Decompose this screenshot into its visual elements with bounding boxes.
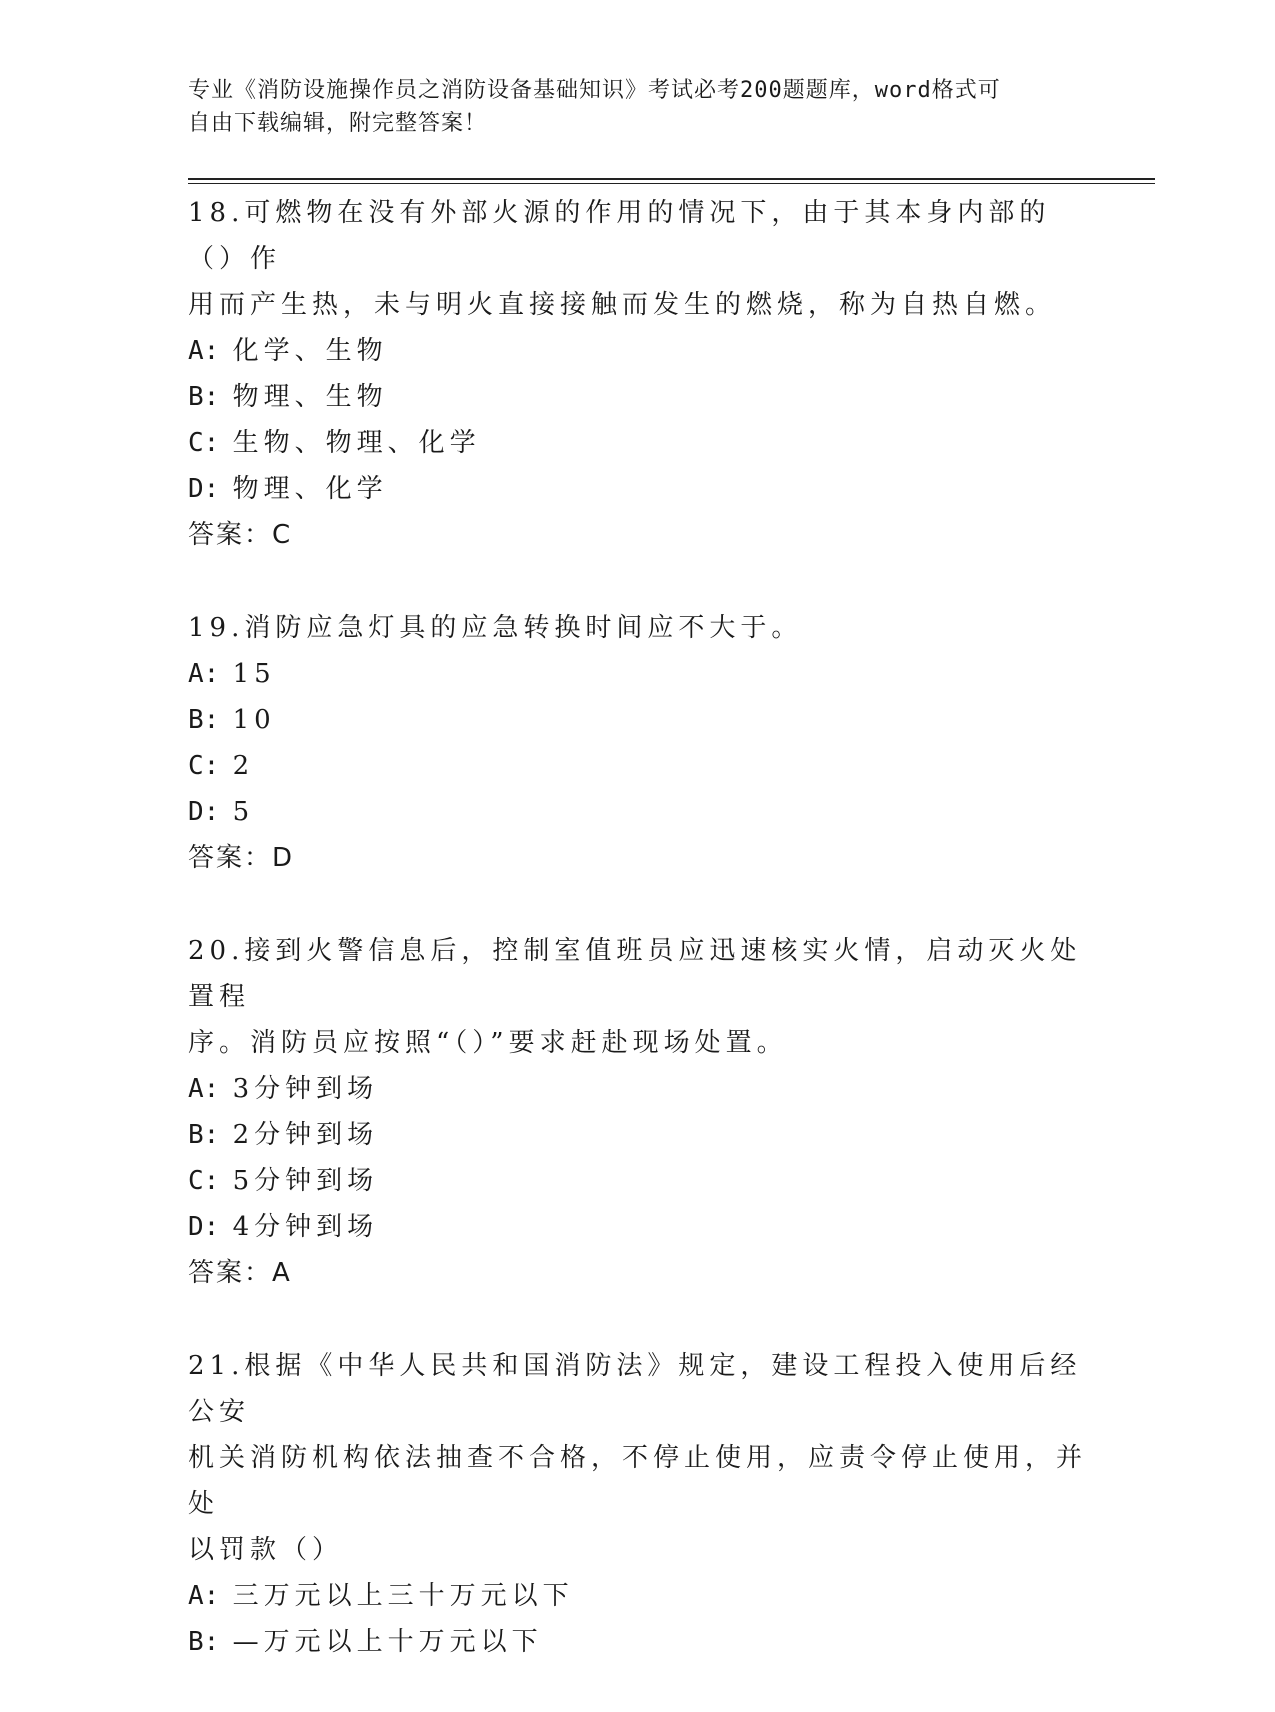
option-text: 5分钟到场 xyxy=(232,1166,379,1196)
option-letter: B: xyxy=(188,382,220,412)
question-list xyxy=(188,190,1088,1712)
option-text: 物理、生物 xyxy=(232,382,388,412)
question-stem-line: 21.根据《中华人民共和国消防法》规定，建设工程投入使用后经公安 xyxy=(188,1351,1082,1427)
option-d xyxy=(188,1204,1088,1250)
question-18 xyxy=(188,190,1088,558)
option-letter: C: xyxy=(188,428,220,458)
option-text: 4分钟到场 xyxy=(232,1212,379,1242)
option-letter: D: xyxy=(188,474,220,504)
option-b xyxy=(188,1112,1088,1158)
option-letter: A: xyxy=(188,1581,220,1611)
option-b xyxy=(188,697,1088,743)
question-stem-line: 以罚款（） xyxy=(188,1535,344,1565)
question-stem-line: 机关消防机构依法抽查不合格，不停止使用，应责令停止使用，并处 xyxy=(188,1443,1088,1519)
option-a xyxy=(188,1066,1088,1112)
question-19 xyxy=(188,605,1088,881)
answer-line: 答案：A xyxy=(188,1258,292,1288)
question-stem-line: 用而产生热，未与明火直接接触而发生的燃烧，称为自热自燃。 xyxy=(188,290,1057,320)
option-text: 化学、生物 xyxy=(232,336,388,366)
option-a xyxy=(188,651,1088,697)
option-c xyxy=(188,743,1088,789)
option-c xyxy=(188,1158,1088,1204)
header-divider-thick xyxy=(188,178,1155,180)
header-line-1: 专业《消防设施操作员之消防设备基础知识》考试必考200题题库，word格式可 xyxy=(188,78,1001,103)
option-text: 生物、物理、化学 xyxy=(232,428,481,458)
option-a xyxy=(188,1573,1088,1619)
answer-line: 答案：D xyxy=(188,843,295,873)
option-letter: A: xyxy=(188,1074,220,1104)
option-b xyxy=(188,1619,1088,1665)
option-d xyxy=(188,789,1088,835)
option-text: —万元以上十万元以下 xyxy=(232,1627,543,1657)
option-letter: A: xyxy=(188,336,220,366)
option-letter: C: xyxy=(188,1166,220,1196)
option-letter: C: xyxy=(188,751,220,781)
question-21 xyxy=(188,1343,1088,1665)
option-letter: A: xyxy=(188,659,220,689)
option-text: 物理、化学 xyxy=(232,474,388,504)
option-text: 15 xyxy=(232,659,276,689)
answer-line: 答案：C xyxy=(188,520,293,550)
option-c xyxy=(188,420,1088,466)
option-letter: B: xyxy=(188,1120,220,1150)
option-letter: B: xyxy=(188,705,220,735)
document-header xyxy=(188,74,1088,140)
option-letter: D: xyxy=(188,1212,220,1242)
option-letter: B: xyxy=(188,1627,220,1657)
option-text: 5 xyxy=(232,797,255,827)
question-stem-line: 20.接到火警信息后，控制室值班员应迅速核实火情，启动灭火处置程 xyxy=(188,936,1082,1012)
option-text: 2分钟到场 xyxy=(232,1120,379,1150)
option-a xyxy=(188,328,1088,374)
option-text: 3分钟到场 xyxy=(232,1074,379,1104)
option-text: 2 xyxy=(232,751,255,781)
option-text: 10 xyxy=(232,705,276,735)
question-stem-line: 19.消防应急灯具的应急转换时间应不大于。 xyxy=(188,613,803,643)
option-text: 三万元以上三十万元以下 xyxy=(232,1581,574,1611)
header-line-2: 自由下载编辑，附完整答案！ xyxy=(188,111,488,136)
option-b xyxy=(188,374,1088,420)
option-letter: D: xyxy=(188,797,220,827)
question-stem-line: 序。消防员应按照“（）”要求赶赴现场处置。 xyxy=(188,1028,788,1058)
header-divider-thin xyxy=(188,183,1155,184)
question-stem-line: 18.可燃物在没有外部火源的作用的情况下，由于其本身内部的（）作 xyxy=(188,198,1051,274)
option-d xyxy=(188,466,1088,512)
question-20 xyxy=(188,928,1088,1296)
